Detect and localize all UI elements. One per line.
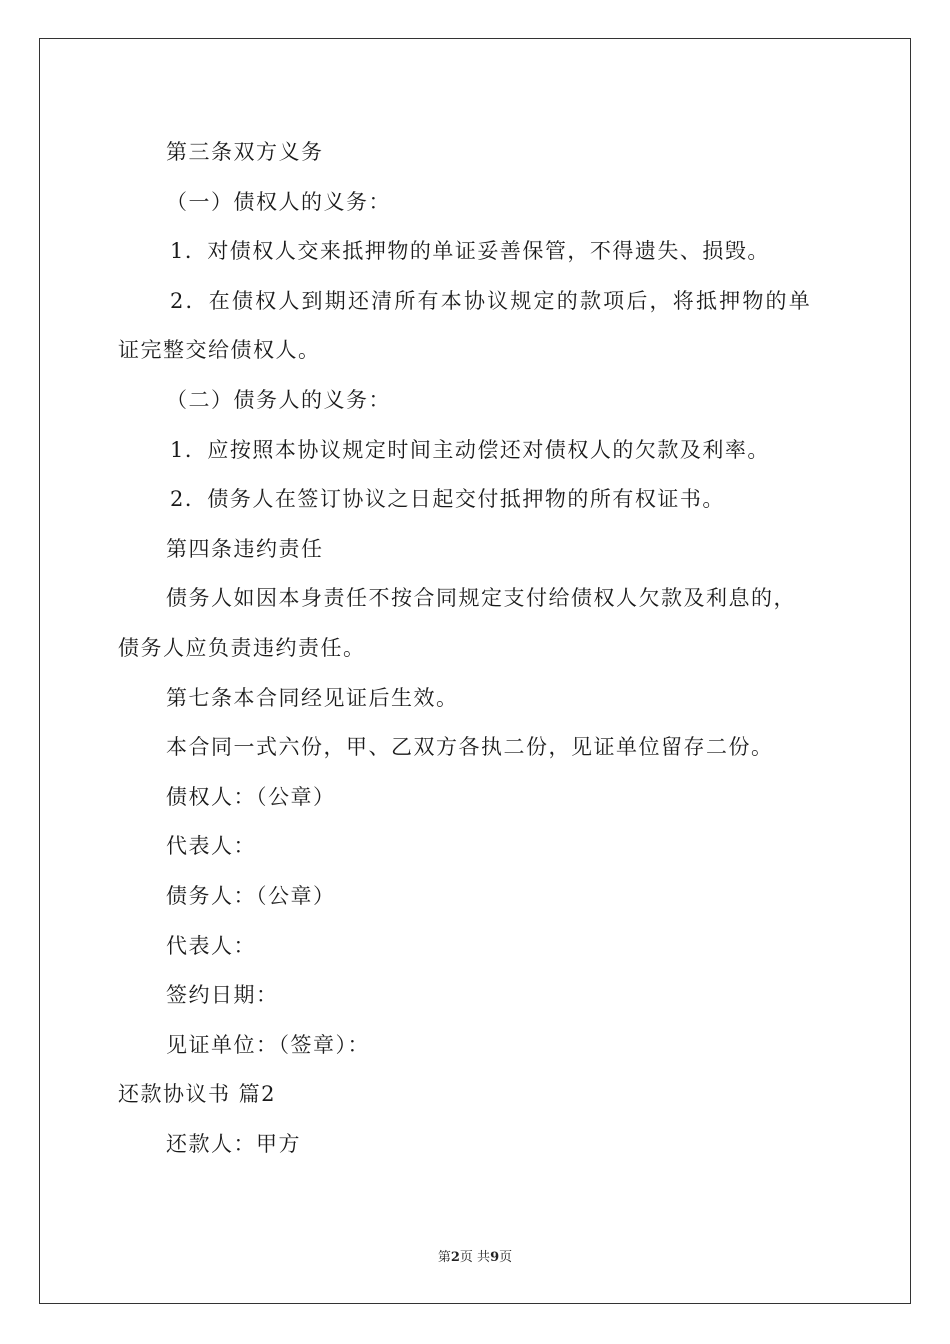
text-line: 证完整交给债权人。: [118, 338, 321, 363]
text-line: 代表人：: [166, 834, 256, 859]
text-line: 债务人：（公章）: [166, 883, 336, 908]
text-line: 2．在债权人到期还清所有本协议规定的款项后，将抵押物的单: [170, 288, 812, 313]
text-line: 债权人：（公章）: [166, 784, 336, 809]
text-line: 债务人应负责违约责任。: [118, 635, 366, 660]
text-line: 本合同一式六份，甲、乙双方各执二份，见证单位留存二份。: [166, 735, 774, 760]
footer-prefix: 第: [437, 1250, 451, 1265]
text-line: 债务人如因本身责任不按合同规定支付给债权人欠款及利息的，: [166, 586, 796, 611]
current-page-number: 2: [450, 1250, 460, 1265]
text-line: 还款人：甲方: [166, 1131, 301, 1156]
text-line: 1．对债权人交来抵押物的单证妥善保管，不得遗失、损毁。: [170, 239, 770, 264]
text-line: 2．债务人在签订协议之日起交付抵押物的所有权证书。: [170, 487, 725, 512]
text-line: 签约日期：: [166, 983, 279, 1008]
text-line: 还款协议书 篇2: [118, 1082, 277, 1107]
text-line: （二）债务人的义务：: [166, 387, 391, 412]
text-line: 第四条违约责任: [166, 536, 324, 561]
text-line: 1．应按照本协议规定时间主动偿还对债权人的欠款及利率。: [170, 437, 770, 462]
footer-mid: 页 共: [459, 1250, 491, 1265]
text-line: 代表人：: [166, 933, 256, 958]
document-body: [118, 128, 838, 1169]
text-line: （一）债权人的义务：: [166, 189, 391, 214]
page-footer: [0, 1246, 950, 1265]
text-line: 第三条双方义务: [166, 140, 324, 164]
text-line: 第七条本合同经见证后生效。: [166, 685, 459, 710]
footer-suffix: 页: [499, 1250, 513, 1265]
text-line: 见证单位：（签章）：: [166, 1032, 370, 1057]
total-page-number: 9: [490, 1250, 500, 1265]
